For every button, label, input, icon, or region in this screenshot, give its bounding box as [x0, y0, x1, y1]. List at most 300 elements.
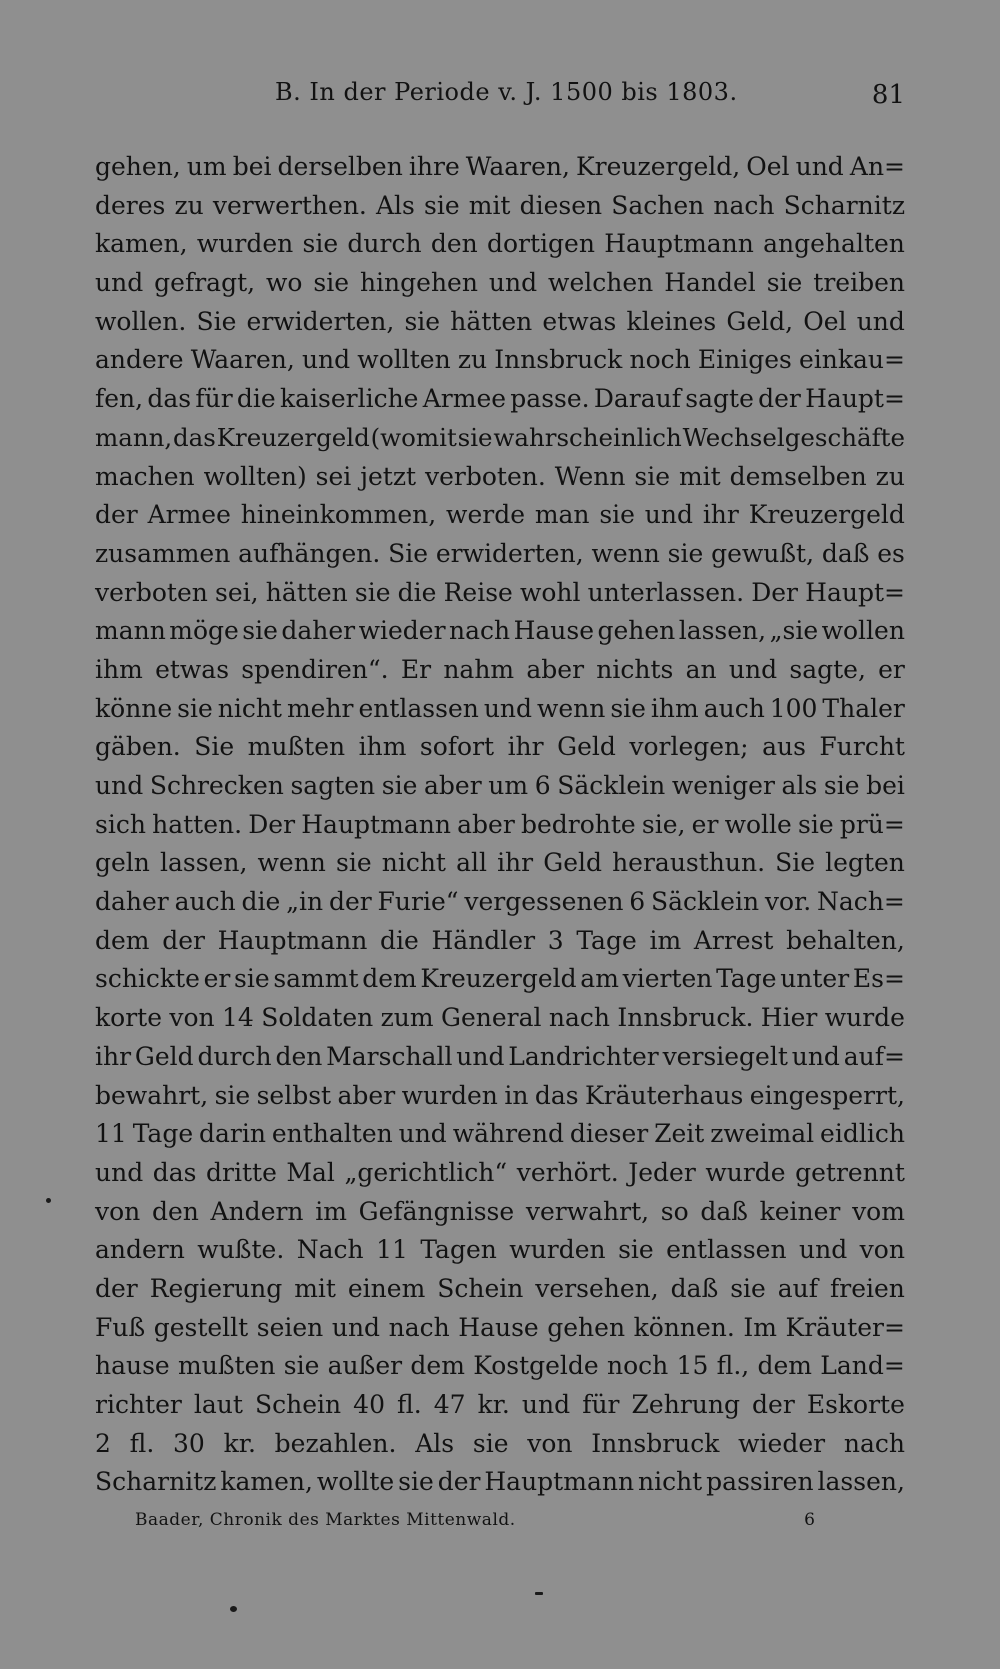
word: mann	[95, 616, 166, 646]
word: mußten	[178, 1351, 276, 1381]
text-line	[95, 1231, 905, 1270]
word: (womit	[370, 422, 457, 452]
word: sagte	[685, 384, 754, 414]
word: wieder	[358, 616, 446, 646]
word: um	[186, 152, 227, 181]
word: Tage	[576, 925, 637, 955]
word: 30	[173, 1428, 205, 1458]
word: sagte,	[789, 654, 866, 684]
text-line	[95, 225, 905, 264]
word: daß	[700, 1196, 748, 1226]
word: wieder	[738, 1428, 826, 1458]
word: zweimal	[710, 1119, 815, 1149]
text-line	[95, 264, 905, 303]
word: und	[331, 1312, 381, 1342]
word: Hause	[458, 1312, 539, 1342]
word: der	[328, 887, 372, 917]
word: an	[685, 654, 717, 684]
text-line	[95, 844, 905, 883]
word: Darauf	[593, 384, 682, 414]
word: der	[95, 1273, 138, 1303]
word: sie	[242, 616, 278, 646]
word: mehr	[286, 693, 354, 723]
word: Es=	[852, 964, 905, 994]
word: sie	[214, 1080, 251, 1110]
word: zu	[457, 345, 488, 375]
word: Tagen	[420, 1235, 497, 1265]
word: im	[315, 1196, 347, 1226]
word: sammt	[273, 964, 359, 994]
word: dem	[95, 925, 150, 955]
text-line	[95, 1386, 905, 1425]
word: sich	[95, 809, 146, 839]
word: diesen	[519, 190, 603, 220]
word: wollten)	[203, 461, 307, 491]
word: Kreuzergeld	[748, 500, 905, 530]
word: und	[856, 306, 905, 336]
text-line	[95, 574, 905, 613]
word: einkau=	[798, 345, 905, 375]
word: 6	[534, 771, 551, 800]
text-line	[95, 1309, 905, 1348]
word: unter	[780, 964, 850, 994]
word: sie	[766, 268, 803, 298]
body-text	[95, 148, 905, 1502]
word: Geld	[134, 1041, 194, 1071]
word: auf	[777, 1273, 819, 1303]
word: bei	[232, 152, 272, 181]
text-line	[95, 999, 905, 1038]
word: Säcklein	[651, 887, 760, 917]
word: wollen	[821, 616, 905, 646]
word: selbst	[256, 1080, 332, 1110]
word: Einiges	[697, 345, 792, 375]
word: das	[152, 1157, 197, 1187]
word: Fuß	[95, 1312, 146, 1342]
word: durch	[347, 229, 422, 259]
text-line	[95, 1270, 905, 1309]
word: und	[95, 268, 144, 298]
word: wolle	[724, 809, 792, 839]
word: Waaren,	[190, 345, 295, 375]
word: möge	[169, 616, 239, 646]
word: entlassen	[358, 693, 479, 723]
text-line	[95, 496, 905, 535]
word: und	[95, 1157, 144, 1187]
word: angehalten	[763, 229, 905, 259]
word: jetzt	[360, 461, 417, 491]
word: Soldaten	[261, 1003, 374, 1033]
word: „sie	[769, 616, 819, 646]
word: sie	[404, 306, 441, 336]
word: sie	[472, 1428, 509, 1458]
word: wollten	[357, 345, 451, 375]
word: freien	[829, 1273, 905, 1303]
word: könne	[95, 693, 173, 723]
word: bei	[866, 771, 905, 800]
word: nach	[548, 1003, 610, 1033]
word: auch	[703, 693, 765, 723]
word: der	[758, 384, 801, 414]
word: vergessenen	[464, 887, 624, 917]
word: Haupt=	[805, 384, 905, 414]
word: den	[275, 1041, 323, 1071]
word: Wenn	[554, 461, 626, 491]
word: ihm	[358, 732, 407, 762]
word: bewahrt,	[95, 1080, 209, 1110]
word: Gefängnisse	[358, 1196, 515, 1226]
word: 100	[769, 693, 818, 723]
word: Andern	[210, 1196, 304, 1226]
word: wollen.	[95, 306, 187, 336]
word: Eskorte	[806, 1390, 905, 1419]
signature-mark: 6	[804, 1510, 815, 1530]
word: Haupt=	[805, 577, 905, 607]
word: Armee	[422, 384, 507, 414]
word: „gerichtlich“	[344, 1157, 508, 1187]
word: Kräuterhaus	[585, 1080, 744, 1110]
word: Als	[376, 190, 415, 220]
word: versiegelt	[662, 1041, 788, 1071]
word: Der	[248, 809, 296, 839]
word: das	[147, 384, 192, 414]
word: vorlegen;	[629, 732, 749, 762]
word: und	[791, 1041, 840, 1071]
word: Regierung	[149, 1273, 283, 1303]
text-line	[95, 535, 905, 574]
word: gehen,	[95, 152, 181, 181]
text-line	[95, 1347, 905, 1386]
word: der	[437, 1467, 481, 1497]
text-line	[95, 148, 905, 187]
word: Hauptmann	[217, 925, 368, 955]
word: werde	[446, 500, 525, 530]
word: darin	[199, 1119, 266, 1149]
word: sie	[618, 1235, 654, 1265]
word: und	[398, 1119, 447, 1149]
word: um	[488, 771, 529, 800]
word: Thaler	[822, 693, 905, 723]
word: wurden	[401, 1080, 498, 1110]
word: Kreuzergeld	[420, 964, 577, 994]
word: während	[452, 1119, 564, 1149]
word: sei,	[215, 577, 259, 607]
word: noch	[607, 1351, 669, 1381]
word: und	[644, 500, 693, 530]
text-line	[95, 651, 905, 690]
word: wahrscheinlich	[493, 422, 682, 452]
word: für	[195, 384, 233, 414]
word: aber	[337, 1080, 396, 1110]
word: sie	[354, 577, 391, 607]
word: Scharnitz	[783, 190, 905, 220]
word: welchen	[548, 268, 654, 298]
word: verwerthen.	[212, 190, 367, 220]
word: von	[527, 1428, 573, 1458]
word: Händler	[431, 925, 536, 955]
word: Sie	[196, 306, 237, 336]
ink-speck	[46, 1198, 51, 1203]
word: wo	[266, 268, 303, 298]
word: verwahrt,	[525, 1196, 650, 1226]
text-line	[95, 883, 905, 922]
text-line	[95, 1154, 905, 1193]
word: Furcht	[819, 732, 905, 762]
text-line	[95, 1115, 905, 1154]
word: kr.	[477, 1390, 510, 1419]
word: wurden	[196, 229, 294, 259]
word: 14	[222, 1003, 254, 1033]
word: Der	[751, 577, 798, 607]
word: daß	[821, 538, 870, 568]
word: sie	[313, 268, 350, 298]
word: auf=	[843, 1041, 905, 1071]
word: und	[456, 1041, 505, 1071]
word: Zeit	[654, 1119, 705, 1149]
text-line	[95, 612, 905, 651]
word: etwas	[542, 306, 617, 336]
word: enthalten	[271, 1119, 393, 1149]
word: als	[781, 771, 818, 800]
word: „in	[286, 887, 324, 917]
word: Jeder	[628, 1157, 696, 1187]
word: die	[236, 384, 276, 414]
word: am	[580, 964, 619, 994]
word: sie,	[641, 809, 686, 839]
word: und	[795, 152, 844, 181]
word: bedrohte	[520, 809, 636, 839]
word: auch	[174, 887, 236, 917]
word: und	[799, 1235, 848, 1265]
word: 40	[353, 1390, 385, 1419]
word: erwiderten,	[435, 538, 584, 568]
word: unterlassen.	[587, 577, 745, 607]
word: und	[483, 693, 533, 723]
word: fl.	[397, 1390, 422, 1419]
word: von	[169, 1003, 215, 1033]
word: sie	[283, 1351, 320, 1381]
word: Hauptmann	[604, 229, 754, 259]
word: dem	[757, 1351, 813, 1381]
word: daher	[95, 887, 169, 917]
word: kr.	[223, 1428, 256, 1458]
word: Innsbruck.	[617, 1003, 754, 1033]
word: wußte.	[197, 1235, 285, 1265]
ink-speck	[535, 1592, 543, 1595]
word: zu	[875, 461, 905, 491]
word: sagten	[290, 771, 376, 800]
word: Schrecken	[149, 771, 284, 800]
word: Kreuzergeld,	[576, 152, 741, 181]
word: ihre	[408, 152, 460, 181]
word: fl.	[129, 1428, 155, 1458]
word: Oel	[803, 306, 847, 336]
word: Land=	[820, 1351, 905, 1381]
word: Waaren,	[465, 152, 570, 181]
word: die	[397, 577, 437, 607]
word: den	[151, 1196, 199, 1226]
word: fen,	[95, 384, 144, 414]
word: sie	[336, 848, 372, 878]
text-line	[95, 419, 905, 458]
word: Tage	[132, 1119, 194, 1149]
text-line	[95, 1038, 905, 1077]
word: Geld	[557, 732, 616, 762]
word: vor.	[764, 887, 812, 917]
word: sie	[381, 771, 418, 800]
word: lassen,	[678, 616, 767, 646]
word: wohl	[519, 577, 581, 607]
word: wollte	[316, 1467, 395, 1497]
word: Er	[400, 654, 432, 684]
word: behalten,	[786, 925, 905, 955]
word: andern	[95, 1235, 185, 1265]
word: für	[582, 1390, 620, 1419]
word: deres	[95, 190, 166, 220]
word: kamen,	[220, 1467, 313, 1497]
word: Mal	[286, 1157, 335, 1187]
word: sie	[634, 461, 671, 491]
word: eingesperrt,	[749, 1080, 905, 1110]
word: entlassen	[666, 1235, 787, 1265]
word: Säcklein	[557, 771, 666, 800]
word: An=	[849, 152, 905, 181]
text-line	[95, 690, 905, 729]
word: ihm	[650, 693, 699, 723]
word: Innsbruck	[591, 1428, 720, 1458]
word: Als	[415, 1428, 455, 1458]
word: wurde	[824, 1003, 905, 1033]
word: Tage	[716, 964, 777, 994]
word: sie	[302, 229, 339, 259]
word: lassen,	[160, 848, 248, 878]
word: nichts	[596, 654, 674, 684]
word: der	[162, 925, 205, 955]
word: Zehrung	[631, 1390, 740, 1419]
word: General	[440, 1003, 542, 1033]
text-line	[95, 1463, 905, 1502]
text-line	[95, 458, 905, 497]
word: daher	[281, 616, 356, 646]
word: demselben	[729, 461, 867, 491]
page-header	[95, 78, 905, 118]
word: die	[380, 925, 419, 955]
word: Landrichter	[508, 1041, 659, 1071]
word: mit	[294, 1273, 336, 1303]
word: einem	[347, 1273, 426, 1303]
text-line	[95, 187, 905, 226]
word: das	[534, 1080, 579, 1110]
word: Reise	[443, 577, 513, 607]
word: von	[859, 1235, 905, 1265]
word: laut	[193, 1390, 243, 1419]
word: ihr	[95, 1041, 132, 1071]
word: 2	[95, 1428, 111, 1458]
word: wenn	[591, 538, 660, 568]
word: fl.,	[716, 1351, 750, 1381]
word: nach	[843, 1428, 905, 1458]
word: mit	[678, 461, 721, 491]
word: aus	[762, 732, 806, 762]
word: weniger	[671, 771, 775, 800]
word: machen	[95, 461, 195, 491]
word: ihr	[702, 500, 739, 530]
word: man	[534, 500, 590, 530]
word: 47	[433, 1390, 466, 1419]
word: hineinkommen,	[240, 500, 437, 530]
word: gestellt	[153, 1312, 249, 1342]
word: Sie	[388, 538, 429, 568]
word: Armee	[147, 500, 231, 530]
word: schickte	[95, 964, 200, 994]
word: seien	[256, 1312, 324, 1342]
word: er	[203, 964, 231, 994]
word: keiner	[759, 1196, 841, 1226]
word: Arrest	[693, 925, 774, 955]
word: sie	[730, 1273, 766, 1303]
word: Handel	[664, 268, 756, 298]
word: mann,	[95, 422, 173, 452]
word: sie	[667, 538, 704, 568]
word: Hause	[513, 616, 594, 646]
word: und	[728, 654, 778, 684]
word: getrennt	[795, 1157, 905, 1187]
word: aufhängen.	[238, 538, 381, 568]
word: hätten	[450, 306, 533, 336]
word: Hauptmann	[301, 809, 451, 839]
word: hause	[95, 1351, 170, 1381]
word: etwas	[155, 654, 230, 684]
word: sei	[315, 461, 352, 491]
word: Marschall	[326, 1041, 453, 1071]
word: 3	[547, 925, 564, 955]
word: nach	[449, 616, 511, 646]
word: Hier	[760, 1003, 818, 1033]
word: passe.	[510, 384, 590, 414]
word: herausthun.	[612, 848, 766, 878]
text-line	[95, 1077, 905, 1116]
word: vierten	[622, 964, 713, 994]
word: zum	[380, 1003, 434, 1033]
word: den	[430, 229, 478, 259]
word: nach	[388, 1312, 450, 1342]
word: mit	[468, 190, 511, 220]
word: sie	[398, 1467, 434, 1497]
word: der	[95, 500, 138, 530]
word: 11	[95, 1119, 127, 1149]
word: verboten.	[425, 461, 546, 491]
word: er	[691, 809, 719, 839]
word: Schein	[255, 1390, 342, 1419]
word: legten	[825, 848, 905, 878]
word: außer	[327, 1351, 403, 1381]
word: Hauptmann	[484, 1467, 635, 1497]
word: erwiderten,	[246, 306, 395, 336]
word: Schein	[437, 1273, 524, 1303]
word: passiren	[706, 1467, 814, 1497]
word: sie	[823, 771, 860, 800]
word: nahm	[443, 654, 515, 684]
page-number: 81	[871, 80, 905, 110]
word: in	[504, 1080, 529, 1110]
word: er	[878, 654, 905, 684]
text-line	[95, 303, 905, 342]
word: prü=	[839, 809, 905, 839]
word: von	[95, 1196, 141, 1226]
word: hätten	[265, 577, 348, 607]
word: hatten.	[152, 809, 243, 839]
word: das	[173, 422, 216, 452]
